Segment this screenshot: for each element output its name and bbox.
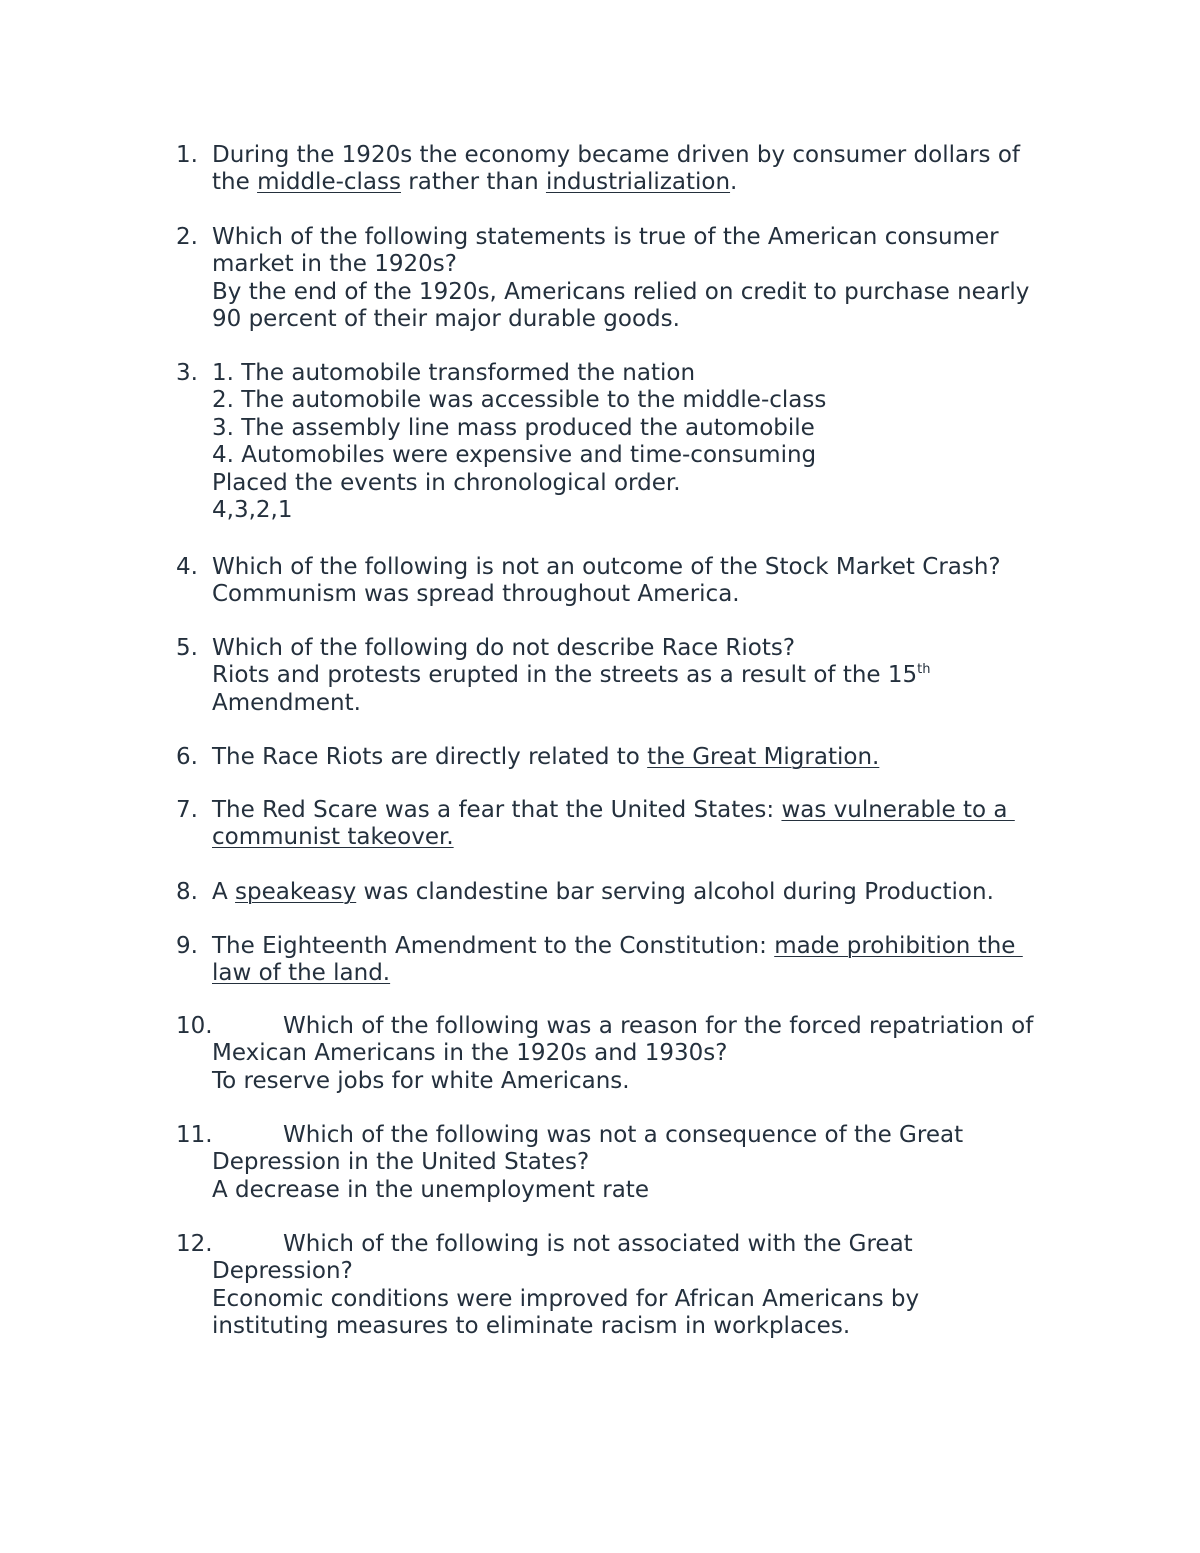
answer-text: Communism was spread throughout America. <box>212 581 740 608</box>
question-number: 10. <box>176 1013 213 1039</box>
question-text: During the 1920s the economy became driven by consumer dollars of <box>212 142 1021 168</box>
question-body <box>212 797 1062 852</box>
event-item: 3. The assembly line mass produced the automobile <box>212 414 815 441</box>
answer-blank: law of the land. <box>212 960 391 987</box>
question-text: The Race Riots are directly related to <box>212 744 648 770</box>
text-fragment: rather than <box>401 169 546 196</box>
answer-text: Amendment. <box>212 689 361 716</box>
question-body <box>212 744 1062 771</box>
question-number: 2. <box>176 224 198 250</box>
answer-text: instituting measures to eliminate racism in workplaces. <box>212 1313 851 1340</box>
event-item: 4. Automobiles were expensive and time-consuming <box>212 442 817 469</box>
event-item: 1. The automobile transformed the nation <box>212 360 696 386</box>
answer-blank: was vulnerable to a <box>781 797 1015 823</box>
question-number: 9. <box>176 933 198 959</box>
question-number: 12. <box>176 1231 213 1257</box>
answer-blank: communist takeover. <box>212 824 454 851</box>
answer-blank: the Great Migration. <box>647 744 880 770</box>
answer-text: 4,3,2,1 <box>212 497 293 524</box>
event-item: 2. The automobile was accessible to the middle-class <box>212 387 827 414</box>
question-number: 1. <box>176 142 198 168</box>
question-text: The Red Scare was a fear that the United States: <box>212 797 782 823</box>
question-line <box>212 879 1062 906</box>
question-text: The Eighteenth Amendment to the Constitution: <box>212 933 775 959</box>
question-body <box>212 142 1062 197</box>
answer-blank: industrialization <box>545 169 731 196</box>
question-body <box>212 1013 1062 1095</box>
question-line <box>212 797 1062 824</box>
question-number: 8. <box>176 879 198 905</box>
question-text: Which of the following was not a consequence of the Great <box>283 1122 964 1148</box>
question-number: 5. <box>176 635 198 661</box>
text-fragment: . <box>730 169 738 196</box>
answer-blank: middle-class <box>257 169 401 196</box>
answer-text: By the end of the 1920s, Americans relied on credit to purchase nearly <box>212 278 1030 305</box>
answer-line <box>212 824 1062 851</box>
question-number: 11. <box>176 1122 213 1148</box>
question-body <box>212 224 1062 334</box>
answer-text: Riots and protests erupted in the streets as a result of the 15 <box>212 662 918 689</box>
superscript: th <box>917 662 931 678</box>
question-body <box>212 554 1062 609</box>
question-body <box>212 933 1062 988</box>
answer-line <box>212 169 1062 196</box>
text-fragment: was clandestine bar serving alcohol during Production. <box>356 879 994 905</box>
answer-line <box>212 662 1062 689</box>
question-text: Mexican Americans in the 1920s and 1930s? <box>212 1040 728 1067</box>
question-text: Which of the following statements is true of the American consumer <box>212 224 999 250</box>
answer-line <box>212 960 1062 987</box>
question-text: Depression? <box>212 1258 353 1285</box>
question-body <box>212 1231 1062 1341</box>
answer-blank: speakeasy <box>235 879 357 905</box>
question-body <box>212 360 1062 524</box>
question-body <box>212 635 1062 717</box>
question-number: 3. <box>176 360 198 386</box>
question-body <box>212 879 1062 906</box>
text-fragment: A <box>212 879 236 905</box>
question-text: Which of the following do not describe Race Riots? <box>212 635 796 661</box>
answer-text: To reserve jobs for white Americans. <box>212 1067 630 1094</box>
answer-text: 90 percent of their major durable goods. <box>212 306 680 333</box>
question-line <box>212 744 1062 771</box>
question-text: Which of the following is not associated with the Great <box>283 1231 913 1257</box>
question-text: Depression in the United States? <box>212 1149 590 1176</box>
question-text: Which of the following was a reason for the forced repatriation of <box>283 1013 1034 1039</box>
question-body <box>212 1122 1062 1204</box>
question-number: 4. <box>176 554 198 580</box>
question-number: 7. <box>176 797 198 823</box>
question-text: Placed the events in chronological order. <box>212 469 681 496</box>
answer-text: Economic conditions were improved for African Americans by <box>212 1285 920 1312</box>
question-text: Which of the following is not an outcome of the Stock Market Crash? <box>212 554 1001 580</box>
text-fragment: the <box>212 169 258 196</box>
question-line <box>212 933 1062 960</box>
answer-blank: made prohibition the <box>774 933 1023 959</box>
question-text: market in the 1920s? <box>212 251 457 278</box>
question-number: 6. <box>176 744 198 770</box>
answer-text: A decrease in the unemployment rate <box>212 1176 649 1203</box>
